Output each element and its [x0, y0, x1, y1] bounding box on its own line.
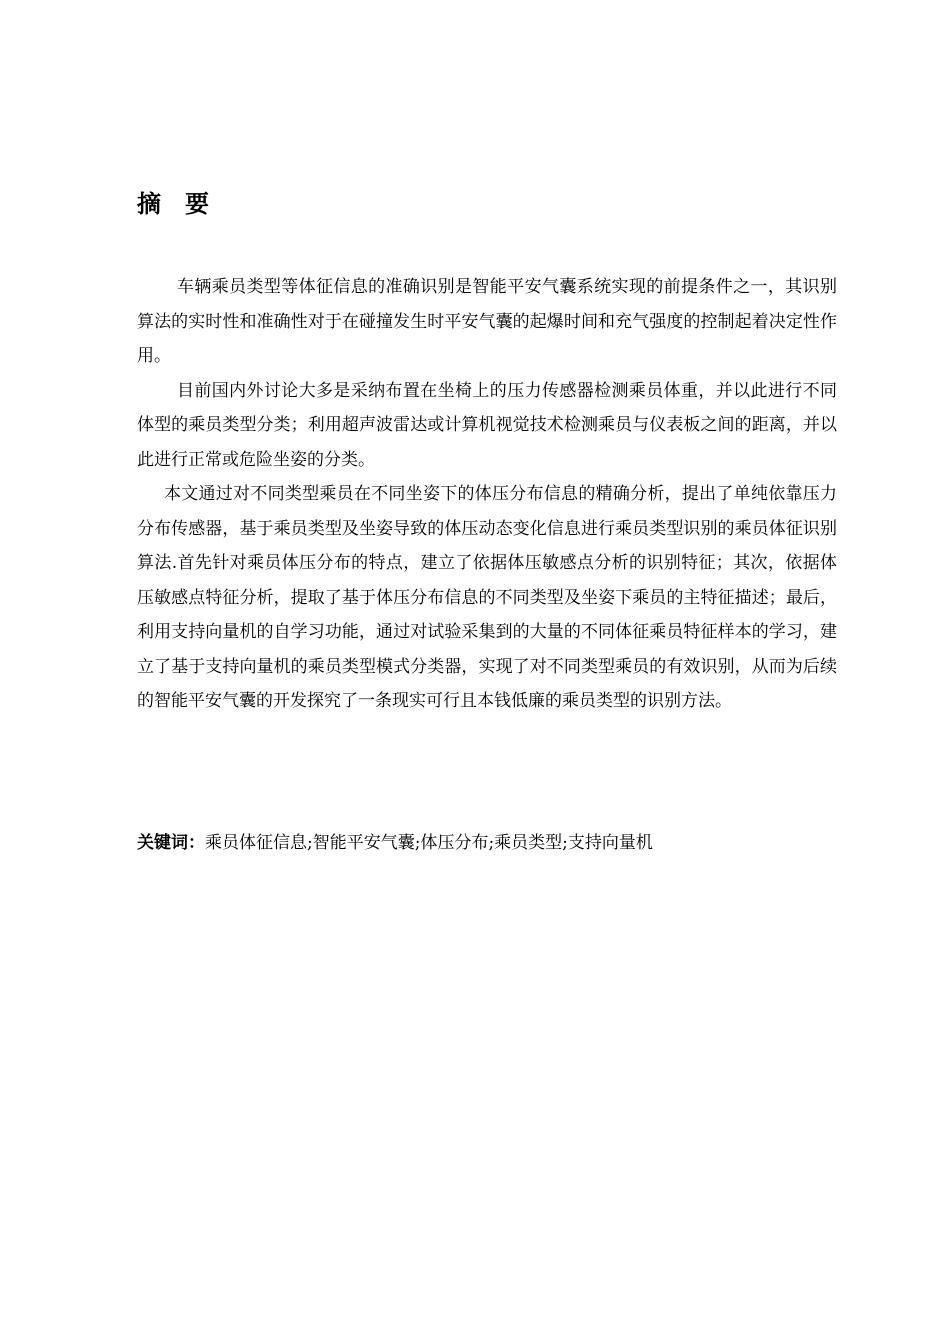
- abstract-paragraph-3: 本文通过对不同类型乘员在不同坐姿下的体压分布信息的精确分析，提出了单纯依靠压力分布传感器，基于乘员类型及坐姿导致的体压动态变化信息进行乘员类型识别的乘员体征识别算法.首先针对乘员体压分布的特点，建立了依据体压敏感点分析的识别特征；其次，依据体压敏感点特征分析，提取了基于体压分布信息的不同类型及坐姿下乘员的主特征描述；最后，利用支持向量机的自学习功能，通过对试验采集到的大量的不同体征乘员特征样本的学习，建立了基于支持向量机的乘员类型模式分类器，实现了对不同类型乘员的有效识别，从而为后续的智能平安气囊的开发探究了一条现实可行且本钱低廉的乘员类型的识别方法。: [137, 484, 837, 711]
- abstract-paragraph-2: 目前国内外讨论大多是采纳布置在坐椅上的压力传感器检测乘员体重，并以此进行不同体型的乘员类型分类；利用超声波雷达或计算机视觉技术检测乘员与仪表板之间的距离，并以此进行正常或危险坐姿的分类。: [137, 380, 837, 470]
- keywords-text: 乘员体征信息;智能平安气囊;体压分布;乘员类型;支持向量机: [205, 833, 653, 853]
- abstract-body: [137, 270, 837, 719]
- abstract-paragraph-1: 车辆乘员类型等体征信息的准确识别是智能平安气囊系统实现的前提条件之一，其识别算法的实时性和准确性对于在碰撞发生时平安气囊的起爆时间和充气强度的控制起着决定性作用。: [137, 277, 837, 366]
- abstract-title: 摘要: [137, 190, 233, 218]
- keywords-line: [137, 826, 837, 860]
- keywords-label: 关键词：: [137, 833, 205, 853]
